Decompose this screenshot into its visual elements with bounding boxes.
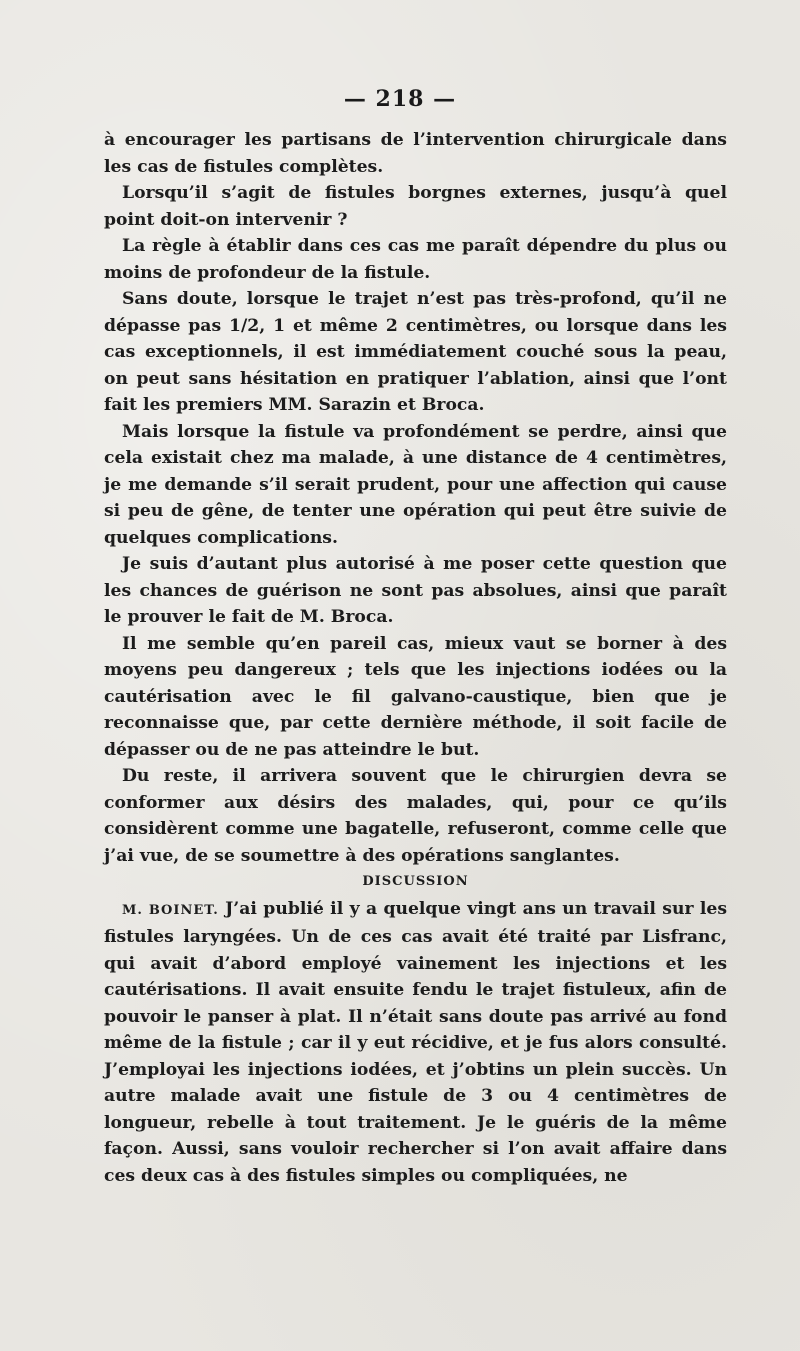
paragraph-2: Lorsqu’il s’agit de fistules borgnes externes, jusqu’à quel point doit-on intervenir ? [104, 183, 727, 230]
paragraph-5: Mais lorsque la fistule va profondément se perdre, ainsi que cela existait chez ma malade, à une distance de 4 centimètres, je me demande s’il serait prudent, pour une affection qui cause si peu de gêne, de tenter une opération qui peut être suivie de quelques complications. [104, 421, 727, 548]
section-heading: DISCUSSION [362, 874, 469, 889]
paragraph-1: à encourager les partisans de l’intervention chirurgicale dans les cas de fistules complètes. [104, 130, 727, 177]
paragraph-8: Du reste, il arrivera souvent que le chirurgien devra se conformer aux désirs des malades, qui, pour ce qu’ils considèrent comme une bagatelle, refuseront, comme celle que j’ai vue, de se soumettre à des opérations sanglantes. [104, 766, 727, 866]
paragraph-3: La règle à établir dans ces cas me paraît dépendre du plus ou moins de profondeur de la fistule. [104, 236, 727, 283]
paragraph-7: Il me semble qu’en pareil cas, mieux vaut se borner à des moyens peu dangereux ; tels que les injections iodées ou la cautérisation avec le fil galvano-caustique, bien que je reconnaisse que, par cette dernière méthode, il soit facile de dépasser ou de ne pas atteindre le but. [104, 633, 727, 760]
paragraph-6: Je suis d’autant plus autorisé à me poser cette question que les chances de guérison ne sont pas absolues, ainsi que paraît le prouver le fait de M. Broca. [104, 554, 727, 627]
paragraph-4: Sans doute, lorsque le trajet n’est pas très-profond, qu’il ne dépasse pas 1/2, 1 et même 2 centimètres, ou lorsque dans les cas exceptionnels, il est immédiatement couché sous la peau, on peut sans hésitation en pratiquer l’ablation, ainsi que l’ont fait les premiers MM. Sarazin et Broca. [104, 289, 727, 415]
speaker-name: M. BOINET. [122, 902, 219, 918]
discussion-paragraph [104, 896, 727, 1190]
discussion-text: J’ai publié il y a quelque vingt ans un travail sur les fistules laryngées. Un de ces cas avait été traité par Lisfranc, qui avait d’abord employé vainement les injections et les cautérisations. Il avait ensuite fendu le trajet fistuleux, afin de pouvoir le panser à plat. Il n’était sans doute pas arrivé au fond même de la fistule ; car il y eut récidive, et je fus alors consulté. J’employai les injections iodées, et j’obtins un plein succès. Un autre malade avait une fistule de 3 ou 4 centimètres de longueur, rebelle à tout traitement. Je le guéris de la même façon. Aussi, sans vouloir rechercher si l’on avait affaire dans ces deux cas à des fistules simples ou compliquées, ne [104, 898, 727, 1186]
body-text [104, 127, 727, 1189]
page-number: — 218 — [343, 86, 457, 112]
